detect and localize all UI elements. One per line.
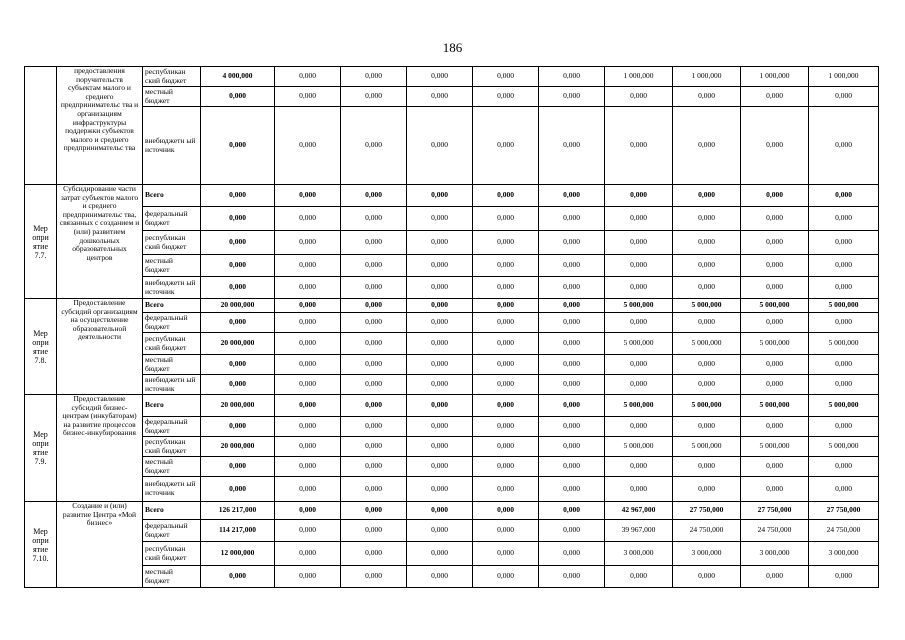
value-cell: 0,000 — [741, 417, 809, 437]
value-cell: 0,000 — [605, 417, 673, 437]
value-cell: 0,000 — [741, 313, 809, 333]
value-cell: 3 000,000 — [605, 542, 673, 566]
value-cell: 0,000 — [809, 185, 879, 207]
measure-cell: Мер опри ятие 7.10. — [25, 502, 57, 588]
value-cell: 0,000 — [473, 502, 539, 520]
value-cell: 0,000 — [275, 231, 341, 255]
source-cell: федеральный бюджет — [143, 417, 201, 437]
value-cell: 0,000 — [673, 231, 741, 255]
value-cell: 0,000 — [341, 255, 407, 277]
source-cell: местный бюджет — [143, 355, 201, 375]
table-row — [25, 185, 879, 207]
value-cell: 0,000 — [275, 395, 341, 417]
value-cell: 0,000 — [605, 457, 673, 477]
value-cell: 0,000 — [741, 107, 809, 185]
table-row — [25, 457, 879, 477]
value-cell: 24 750,000 — [809, 520, 879, 542]
value-cell: 0,000 — [473, 566, 539, 588]
value-cell: 5 000,000 — [673, 395, 741, 417]
value-cell: 0,000 — [809, 107, 879, 185]
value-cell: 0,000 — [605, 107, 673, 185]
value-cell: 0,000 — [407, 185, 473, 207]
table-row — [25, 417, 879, 437]
source-cell: республикан ский бюджет — [143, 542, 201, 566]
value-cell: 0,000 — [605, 566, 673, 588]
value-cell: 0,000 — [341, 355, 407, 375]
value-cell: 0,000 — [407, 502, 473, 520]
value-cell: 0,000 — [673, 207, 741, 231]
value-cell: 0,000 — [407, 477, 473, 502]
value-cell: 0,000 — [407, 520, 473, 542]
description-cell: Предоставление субсидий бизнес-центрам (инкубаторам) на развитие процессов бизнес-инкубирования — [57, 395, 143, 502]
value-cell: 0,000 — [673, 417, 741, 437]
value-cell: 0,000 — [673, 477, 741, 502]
value-cell: 0,000 — [809, 313, 879, 333]
total-cell: 20 000,000 — [201, 299, 275, 313]
value-cell: 5 000,000 — [605, 437, 673, 457]
value-cell: 0,000 — [539, 313, 605, 333]
value-cell: 0,000 — [473, 395, 539, 417]
source-cell: Всего — [143, 299, 201, 313]
value-cell: 27 750,000 — [741, 502, 809, 520]
value-cell: 0,000 — [741, 231, 809, 255]
source-cell: федеральный бюджет — [143, 520, 201, 542]
value-cell: 0,000 — [741, 355, 809, 375]
value-cell: 0,000 — [673, 457, 741, 477]
value-cell: 0,000 — [539, 107, 605, 185]
value-cell: 0,000 — [341, 313, 407, 333]
value-cell: 0,000 — [275, 502, 341, 520]
description-cell: Создание и (или) развитие Центра «Мой бизнес» — [57, 502, 143, 588]
value-cell: 0,000 — [539, 502, 605, 520]
value-cell: 0,000 — [673, 375, 741, 395]
table-row — [25, 520, 879, 542]
value-cell: 0,000 — [539, 277, 605, 299]
value-cell: 0,000 — [809, 87, 879, 107]
value-cell: 0,000 — [275, 185, 341, 207]
total-cell: 0,000 — [201, 313, 275, 333]
value-cell: 0,000 — [341, 277, 407, 299]
value-cell: 0,000 — [275, 355, 341, 375]
value-cell: 0,000 — [473, 437, 539, 457]
value-cell: 0,000 — [407, 566, 473, 588]
value-cell: 0,000 — [473, 477, 539, 502]
value-cell: 0,000 — [407, 542, 473, 566]
source-cell: федеральный бюджет — [143, 313, 201, 333]
value-cell: 0,000 — [473, 417, 539, 437]
value-cell: 0,000 — [605, 87, 673, 107]
value-cell: 0,000 — [407, 207, 473, 231]
value-cell: 0,000 — [407, 255, 473, 277]
value-cell: 0,000 — [407, 107, 473, 185]
value-cell: 0,000 — [605, 207, 673, 231]
value-cell: 5 000,000 — [741, 333, 809, 355]
value-cell: 0,000 — [341, 457, 407, 477]
table-row — [25, 477, 879, 502]
value-cell: 0,000 — [539, 437, 605, 457]
value-cell: 3 000,000 — [741, 542, 809, 566]
value-cell: 3 000,000 — [809, 542, 879, 566]
value-cell: 0,000 — [673, 255, 741, 277]
value-cell: 0,000 — [539, 355, 605, 375]
total-cell: 0,000 — [201, 231, 275, 255]
value-cell: 0,000 — [741, 375, 809, 395]
value-cell: 0,000 — [407, 277, 473, 299]
value-cell: 0,000 — [275, 520, 341, 542]
value-cell: 0,000 — [673, 107, 741, 185]
value-cell: 0,000 — [341, 395, 407, 417]
value-cell: 0,000 — [341, 375, 407, 395]
value-cell: 0,000 — [341, 207, 407, 231]
value-cell: 0,000 — [341, 185, 407, 207]
measure-cell: Мер опри ятие 7.9. — [25, 395, 57, 502]
measure-cell: Мер опри ятие 7.7. — [25, 185, 57, 299]
value-cell: 0,000 — [407, 67, 473, 87]
source-cell: Всего — [143, 502, 201, 520]
total-cell: 0,000 — [201, 457, 275, 477]
value-cell: 0,000 — [539, 457, 605, 477]
value-cell: 0,000 — [809, 277, 879, 299]
value-cell: 0,000 — [407, 313, 473, 333]
value-cell: 0,000 — [605, 313, 673, 333]
value-cell: 5 000,000 — [809, 333, 879, 355]
value-cell: 0,000 — [341, 231, 407, 255]
value-cell: 0,000 — [605, 277, 673, 299]
value-cell: 0,000 — [407, 231, 473, 255]
table-row — [25, 255, 879, 277]
value-cell: 0,000 — [539, 207, 605, 231]
value-cell: 0,000 — [673, 313, 741, 333]
source-cell: Всего — [143, 185, 201, 207]
value-cell: 0,000 — [539, 299, 605, 313]
value-cell: 0,000 — [341, 87, 407, 107]
total-cell: 0,000 — [201, 207, 275, 231]
value-cell: 0,000 — [539, 520, 605, 542]
value-cell: 1 000,000 — [741, 67, 809, 87]
table-row — [25, 333, 879, 355]
value-cell: 0,000 — [275, 255, 341, 277]
value-cell: 1 000,000 — [673, 67, 741, 87]
table-row — [25, 542, 879, 566]
value-cell: 0,000 — [673, 87, 741, 107]
table-row — [25, 299, 879, 313]
source-cell: внебюджетн ый источник — [143, 375, 201, 395]
value-cell: 0,000 — [473, 375, 539, 395]
value-cell: 0,000 — [605, 355, 673, 375]
value-cell: 0,000 — [473, 231, 539, 255]
value-cell: 0,000 — [275, 207, 341, 231]
value-cell: 0,000 — [673, 355, 741, 375]
total-cell: 0,000 — [201, 255, 275, 277]
total-cell: 114 217,000 — [201, 520, 275, 542]
total-cell: 20 000,000 — [201, 437, 275, 457]
value-cell: 0,000 — [539, 67, 605, 87]
value-cell: 0,000 — [341, 477, 407, 502]
value-cell: 0,000 — [809, 207, 879, 231]
value-cell: 5 000,000 — [741, 299, 809, 313]
value-cell: 0,000 — [741, 207, 809, 231]
table-row — [25, 313, 879, 333]
value-cell: 0,000 — [741, 277, 809, 299]
source-cell: республикан ский бюджет — [143, 231, 201, 255]
value-cell: 5 000,000 — [809, 299, 879, 313]
value-cell: 0,000 — [341, 437, 407, 457]
value-cell: 5 000,000 — [673, 437, 741, 457]
value-cell: 0,000 — [407, 395, 473, 417]
value-cell: 0,000 — [341, 502, 407, 520]
value-cell: 42 967,000 — [605, 502, 673, 520]
value-cell: 0,000 — [539, 87, 605, 107]
value-cell: 5 000,000 — [673, 333, 741, 355]
value-cell: 5 000,000 — [809, 395, 879, 417]
value-cell: 0,000 — [473, 255, 539, 277]
value-cell: 0,000 — [473, 67, 539, 87]
value-cell: 0,000 — [407, 87, 473, 107]
value-cell: 0,000 — [407, 355, 473, 375]
value-cell: 0,000 — [407, 333, 473, 355]
table-row — [25, 87, 879, 107]
table-row — [25, 375, 879, 395]
value-cell: 0,000 — [605, 185, 673, 207]
value-cell: 0,000 — [473, 313, 539, 333]
source-cell: федеральный бюджет — [143, 207, 201, 231]
total-cell: 0,000 — [201, 277, 275, 299]
value-cell: 27 750,000 — [673, 502, 741, 520]
value-cell: 5 000,000 — [605, 395, 673, 417]
table-row — [25, 437, 879, 457]
value-cell: 0,000 — [341, 520, 407, 542]
value-cell: 0,000 — [673, 185, 741, 207]
value-cell: 0,000 — [275, 542, 341, 566]
value-cell: 0,000 — [473, 333, 539, 355]
value-cell: 5 000,000 — [605, 299, 673, 313]
value-cell: 0,000 — [275, 375, 341, 395]
value-cell: 0,000 — [539, 255, 605, 277]
source-cell: республикан ский бюджет — [143, 437, 201, 457]
value-cell: 0,000 — [809, 457, 879, 477]
source-cell: Всего — [143, 395, 201, 417]
value-cell: 0,000 — [741, 185, 809, 207]
value-cell: 0,000 — [539, 395, 605, 417]
value-cell: 0,000 — [605, 231, 673, 255]
value-cell: 0,000 — [741, 255, 809, 277]
total-cell: 0,000 — [201, 477, 275, 502]
value-cell: 24 750,000 — [673, 520, 741, 542]
value-cell: 0,000 — [341, 417, 407, 437]
value-cell: 0,000 — [341, 542, 407, 566]
value-cell: 0,000 — [341, 107, 407, 185]
value-cell: 0,000 — [275, 437, 341, 457]
total-cell: 126 217,000 — [201, 502, 275, 520]
value-cell: 0,000 — [539, 477, 605, 502]
value-cell: 0,000 — [473, 277, 539, 299]
value-cell: 0,000 — [605, 477, 673, 502]
value-cell: 0,000 — [407, 457, 473, 477]
total-cell: 12 000,000 — [201, 542, 275, 566]
value-cell: 0,000 — [809, 477, 879, 502]
value-cell: 0,000 — [605, 375, 673, 395]
total-cell: 0,000 — [201, 417, 275, 437]
value-cell: 0,000 — [473, 542, 539, 566]
value-cell: 0,000 — [809, 255, 879, 277]
value-cell: 0,000 — [539, 231, 605, 255]
table-row — [25, 231, 879, 255]
value-cell: 0,000 — [275, 313, 341, 333]
value-cell: 0,000 — [673, 566, 741, 588]
value-cell: 0,000 — [275, 457, 341, 477]
total-cell: 4 000,000 — [201, 67, 275, 87]
source-cell: республикан ский бюджет — [143, 333, 201, 355]
value-cell: 39 967,000 — [605, 520, 673, 542]
value-cell: 1 000,000 — [605, 67, 673, 87]
value-cell: 0,000 — [809, 417, 879, 437]
value-cell: 0,000 — [809, 566, 879, 588]
value-cell: 24 750,000 — [741, 520, 809, 542]
value-cell: 0,000 — [341, 566, 407, 588]
table-row — [25, 566, 879, 588]
total-cell: 0,000 — [201, 375, 275, 395]
table-row — [25, 207, 879, 231]
value-cell: 0,000 — [275, 87, 341, 107]
value-cell: 0,000 — [741, 457, 809, 477]
total-cell: 0,000 — [201, 566, 275, 588]
value-cell: 5 000,000 — [605, 333, 673, 355]
value-cell: 3 000,000 — [673, 542, 741, 566]
value-cell: 0,000 — [473, 520, 539, 542]
total-cell: 20 000,000 — [201, 333, 275, 355]
value-cell: 0,000 — [809, 375, 879, 395]
value-cell: 0,000 — [275, 333, 341, 355]
value-cell: 0,000 — [539, 333, 605, 355]
value-cell: 0,000 — [275, 107, 341, 185]
description-cell: Предоставление субсидий организациям на осуществление образовательной деятельности — [57, 299, 143, 395]
source-cell: местный бюджет — [143, 87, 201, 107]
value-cell: 5 000,000 — [673, 299, 741, 313]
table-row — [25, 395, 879, 417]
source-cell: местный бюджет — [143, 255, 201, 277]
budget-table — [24, 66, 879, 588]
value-cell: 0,000 — [605, 255, 673, 277]
value-cell: 0,000 — [473, 299, 539, 313]
value-cell: 0,000 — [539, 185, 605, 207]
description-cell: Субсидирование части затрат субъектов малого и среднего предпринимательс тва, связанных с созданием и (или) развитием дошкольных образовательных центров — [57, 185, 143, 299]
measure-cell: Мер опри ятие 7.8. — [25, 299, 57, 395]
value-cell: 0,000 — [473, 185, 539, 207]
value-cell: 0,000 — [275, 566, 341, 588]
value-cell: 0,000 — [341, 299, 407, 313]
table-row — [25, 355, 879, 375]
value-cell: 0,000 — [341, 333, 407, 355]
source-cell: республикан ский бюджет — [143, 67, 201, 87]
total-cell: 0,000 — [201, 355, 275, 375]
value-cell: 0,000 — [473, 107, 539, 185]
page-number: 186 — [442, 40, 463, 55]
value-cell: 0,000 — [809, 231, 879, 255]
value-cell: 0,000 — [275, 477, 341, 502]
value-cell: 0,000 — [741, 87, 809, 107]
value-cell: 0,000 — [407, 417, 473, 437]
value-cell: 0,000 — [275, 67, 341, 87]
table-row — [25, 67, 879, 87]
value-cell: 0,000 — [539, 417, 605, 437]
value-cell: 0,000 — [407, 299, 473, 313]
value-cell: 0,000 — [539, 542, 605, 566]
value-cell: 0,000 — [473, 87, 539, 107]
source-cell: внебюджетн ый источник — [143, 477, 201, 502]
source-cell: местный бюджет — [143, 457, 201, 477]
total-cell: 0,000 — [201, 87, 275, 107]
total-cell: 0,000 — [201, 107, 275, 185]
value-cell: 0,000 — [407, 375, 473, 395]
total-cell: 0,000 — [201, 185, 275, 207]
source-cell: местный бюджет — [143, 566, 201, 588]
value-cell: 0,000 — [673, 277, 741, 299]
total-cell: 20 000,000 — [201, 395, 275, 417]
value-cell: 0,000 — [539, 566, 605, 588]
table-row — [25, 107, 879, 185]
value-cell: 5 000,000 — [809, 437, 879, 457]
value-cell: 0,000 — [407, 437, 473, 457]
value-cell: 0,000 — [741, 566, 809, 588]
value-cell: 0,000 — [341, 67, 407, 87]
source-cell: внебюджетн ый источник — [143, 277, 201, 299]
value-cell: 5 000,000 — [741, 437, 809, 457]
table-row — [25, 277, 879, 299]
value-cell: 0,000 — [741, 477, 809, 502]
value-cell: 0,000 — [809, 355, 879, 375]
value-cell: 0,000 — [473, 355, 539, 375]
table-row — [25, 502, 879, 520]
source-cell: внебюджетн ый источник — [143, 107, 201, 185]
value-cell: 0,000 — [275, 299, 341, 313]
value-cell: 0,000 — [275, 277, 341, 299]
description-cell: предоставления поручительств субъектам малого и среднего предпринимательс тва и организациям инфраструктуры поддержки субъектов малого и среднего предпринимательс тва — [57, 67, 143, 185]
value-cell: 0,000 — [539, 375, 605, 395]
value-cell: 27 750,000 — [809, 502, 879, 520]
value-cell: 5 000,000 — [741, 395, 809, 417]
value-cell: 0,000 — [275, 417, 341, 437]
measure-cell — [25, 67, 57, 185]
value-cell: 0,000 — [473, 457, 539, 477]
value-cell: 1 000,000 — [809, 67, 879, 87]
value-cell: 0,000 — [473, 207, 539, 231]
